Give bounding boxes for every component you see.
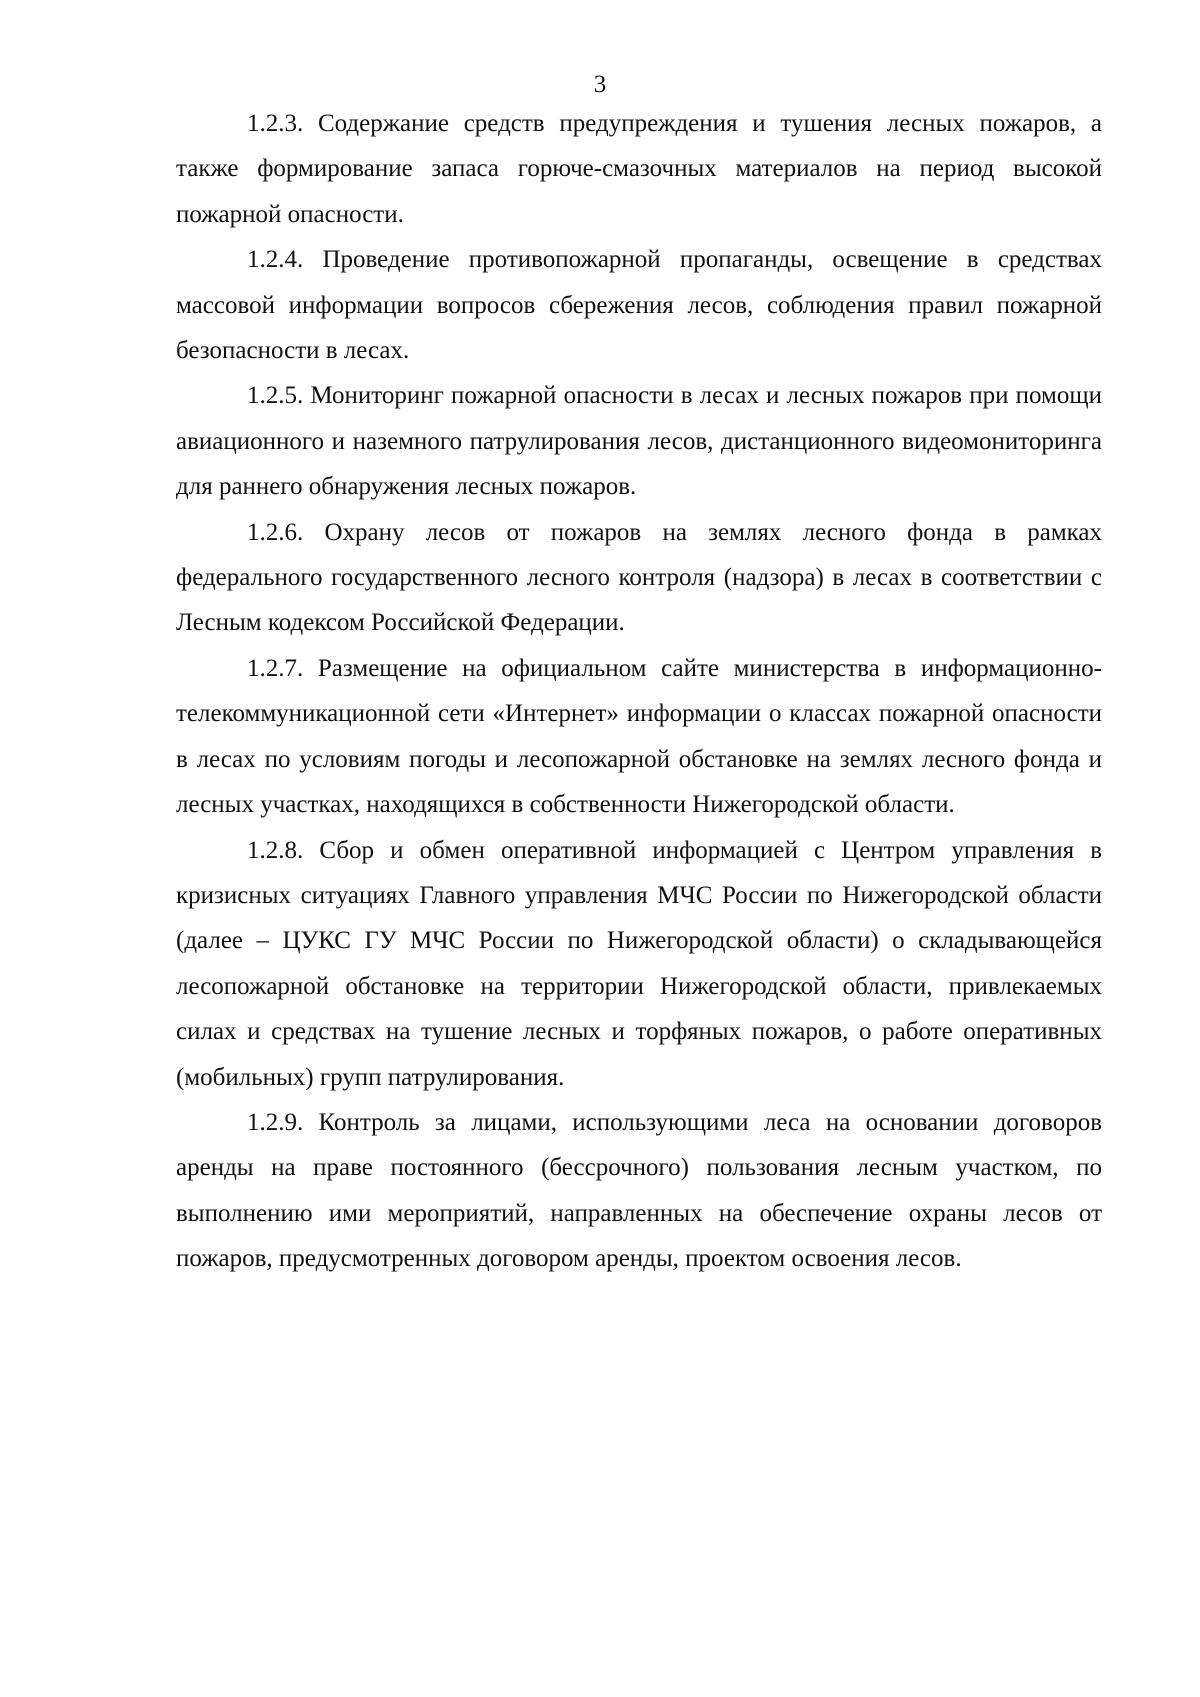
paragraph-1-2-8: 1.2.8. Сбор и обмен оперативной информацией с Центром управления в кризисных ситуациях Главного управления МЧС России по Нижегородской области (далее – ЦУКС ГУ МЧС России по Нижегородской области) о складывающейся лесопожарной обстановке на территории Нижегородской области, привлекаемых силах и средствах на тушение лесных и торфяных пожаров, о работе оперативных (мобильных) групп патрулирования. xyxy=(176,836,1102,1091)
page-number: 3 xyxy=(593,71,607,98)
paragraph-1-2-4: 1.2.4. Проведение противопожарной пропаганды, освещение в средствах массовой информации вопросов сбережения лесов, соблюдения правил пожарной безопасности в лесах. xyxy=(176,246,1102,365)
document-body xyxy=(176,101,1102,1282)
paragraph-1-2-9: 1.2.9. Контроль за лицами, использующими леса на основании договоров аренды на праве постоянного (бессрочного) пользования лесным участком, по выполнению ими мероприятий, направленных на обеспечение охраны лесов от пожаров, предусмотренных договором аренды, проектом освоения лесов. xyxy=(176,1108,1102,1273)
paragraph-1-2-6: 1.2.6. Охрану лесов от пожаров на землях лесного фонда в рамках федерального государственного лесного контроля (надзора) в лесах в соответствии с Лесным кодексом Российской Федерации. xyxy=(176,518,1102,637)
paragraph-1-2-5: 1.2.5. Мониторинг пожарной опасности в лесах и лесных пожаров при помощи авиационного и наземного патрулирования лесов, дистанционного видеомониторинга для раннего обнаружения лесных пожаров. xyxy=(176,382,1102,501)
paragraph-1-2-7: 1.2.7. Размещение на официальном сайте министерства в информационно-телекоммуникационной сети «Интернет» информации о классах пожарной опасности в лесах по условиям погоды и лесопожарной обстановке на землях лесного фонда и лесных участках, находящихся в собственности Нижегородской области. xyxy=(176,654,1102,819)
paragraph-1-2-3: 1.2.3. Содержание средств предупреждения и тушения лесных пожаров, а также формирование запаса горюче-смазочных материалов на период высокой пожарной опасности. xyxy=(176,110,1102,228)
